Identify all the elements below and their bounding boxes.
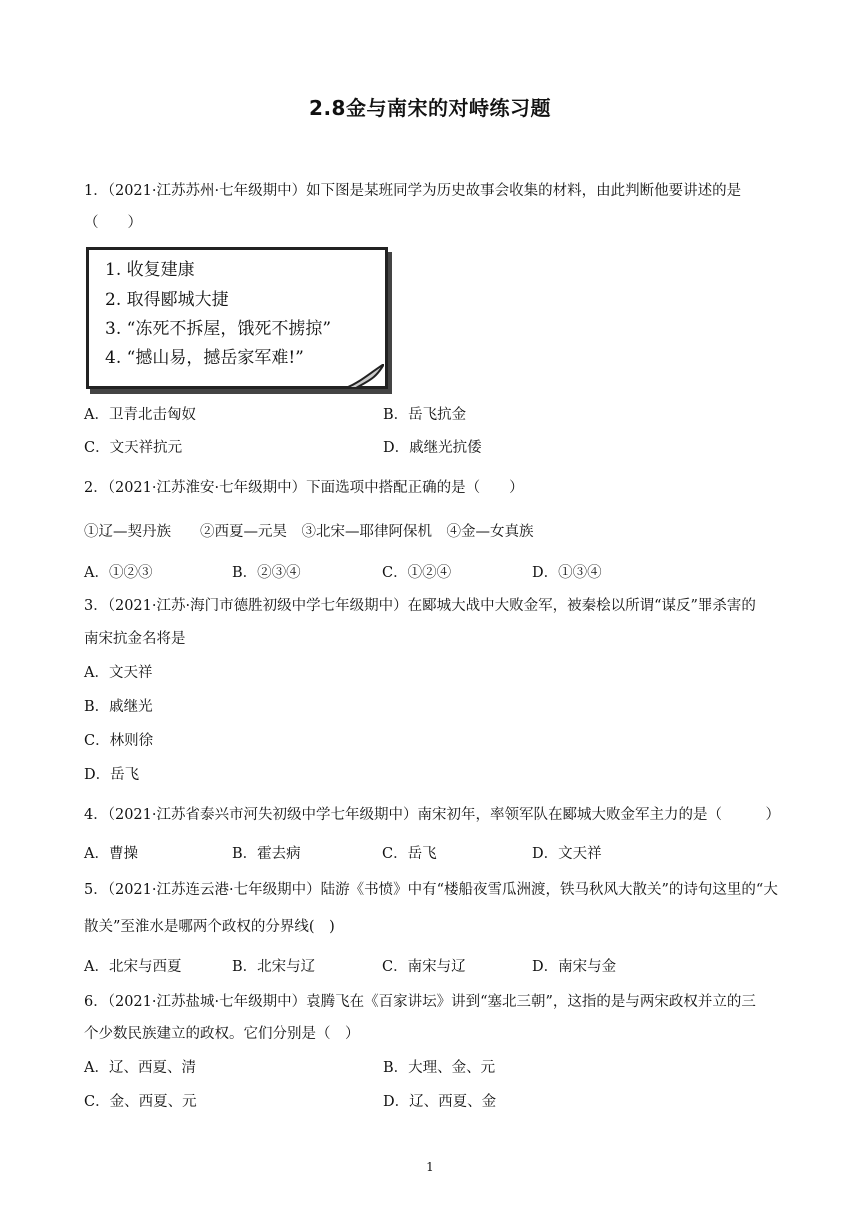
q1-stem-line2: （ ） (84, 215, 142, 231)
q4-option-b: B．霍去病 (232, 846, 301, 862)
q2-stem: 2．（2021·江苏淮安·七年级期中）下面选项中搭配正确的是（ ） (84, 480, 524, 496)
q1-box-item-4: 4. “撼山易，撼岳家军难!” (105, 348, 304, 368)
q1-box-item-3: 3. “冻死不拆屋，饿死不掳掠” (105, 319, 332, 339)
q2-option-b: B．②③④ (232, 565, 301, 581)
q3-option-b: B．戚继光 (84, 699, 153, 715)
q5-option-d: D．南宋与金 (532, 959, 617, 975)
q3-option-a: A．文天祥 (84, 665, 153, 681)
q3-option-c: C．林则徐 (84, 733, 154, 749)
q1-stem-line1: 1．（2021·江苏苏州·七年级期中）如下图是某班同学为历史故事会收集的材料，由此判断他要讲述的是 (84, 183, 742, 199)
q5-stem-line2: 散关”至淮水是哪两个政权的分界线( ) (84, 919, 335, 935)
q4-option-d: D．文天祥 (532, 846, 602, 862)
q4-option-a: A．曹操 (84, 846, 138, 862)
q2-option-d: D．①③④ (532, 565, 602, 581)
q1-material-box (86, 247, 388, 389)
q5-option-c: C．南宋与辽 (382, 959, 466, 975)
q1-box-item-1: 1. 收复建康 (105, 260, 195, 280)
q6-stem-line2: 个少数民族建立的政权。它们分别是（ ） (84, 1026, 360, 1042)
q6-stem-line1: 6．（2021·江苏盐城·七年级期中）袁腾飞在《百家讲坛》讲到“塞北三朝”，这指的是与两宋政权并立的三 (84, 994, 756, 1010)
q2-option-a: A．①②③ (84, 565, 153, 581)
q3-option-d: D．岳飞 (84, 767, 140, 783)
q4-stem: 4．（2021·江苏省泰兴市河失初级中学七年级期中）南宋初年，率领军队在郾城大败金军主力的是（ ） (84, 807, 780, 823)
q1-box-item-2: 2. 取得郾城大捷 (105, 290, 229, 310)
page-number: 1 (426, 1160, 434, 1174)
q1-option-b: B．岳飞抗金 (383, 407, 467, 423)
q4-option-c: C．岳飞 (382, 846, 437, 862)
q6-option-c: C．金、西夏、元 (84, 1094, 197, 1110)
q5-option-a: A．北宋与西夏 (84, 959, 182, 975)
page-title: 2.8金与南宋的对峙练习题 (309, 96, 551, 120)
q6-option-a: A．辽、西夏、清 (84, 1060, 196, 1076)
q1-option-a: A．卫青北击匈奴 (84, 407, 196, 423)
q1-option-c: C．文天祥抗元 (84, 440, 183, 456)
q3-stem-line2: 南宋抗金名将是 (84, 631, 186, 647)
q5-option-b: B．北宋与辽 (232, 959, 316, 975)
q2-items: ①辽—契丹族 ②西夏—元昊 ③北宋—耶律阿保机 ④金—女真族 (84, 524, 534, 540)
page-curl-icon (346, 364, 384, 388)
q3-stem-line1: 3．（2021·江苏·海门市德胜初级中学七年级期中）在郾城大战中大败金军，被秦桧以所谓“谋反”罪杀害的 (84, 598, 756, 614)
q5-stem-line1: 5．（2021·江苏连云港·七年级期中）陆游《书愤》中有“楼船夜雪瓜洲渡，铁马秋风大散关”的诗句这里的“大 (84, 882, 778, 898)
q1-option-d: D．戚继光抗倭 (383, 440, 482, 456)
q6-option-b: B．大理、金、元 (383, 1060, 496, 1076)
q6-option-d: D．辽、西夏、金 (383, 1094, 497, 1110)
q2-option-c: C．①②④ (382, 565, 452, 581)
